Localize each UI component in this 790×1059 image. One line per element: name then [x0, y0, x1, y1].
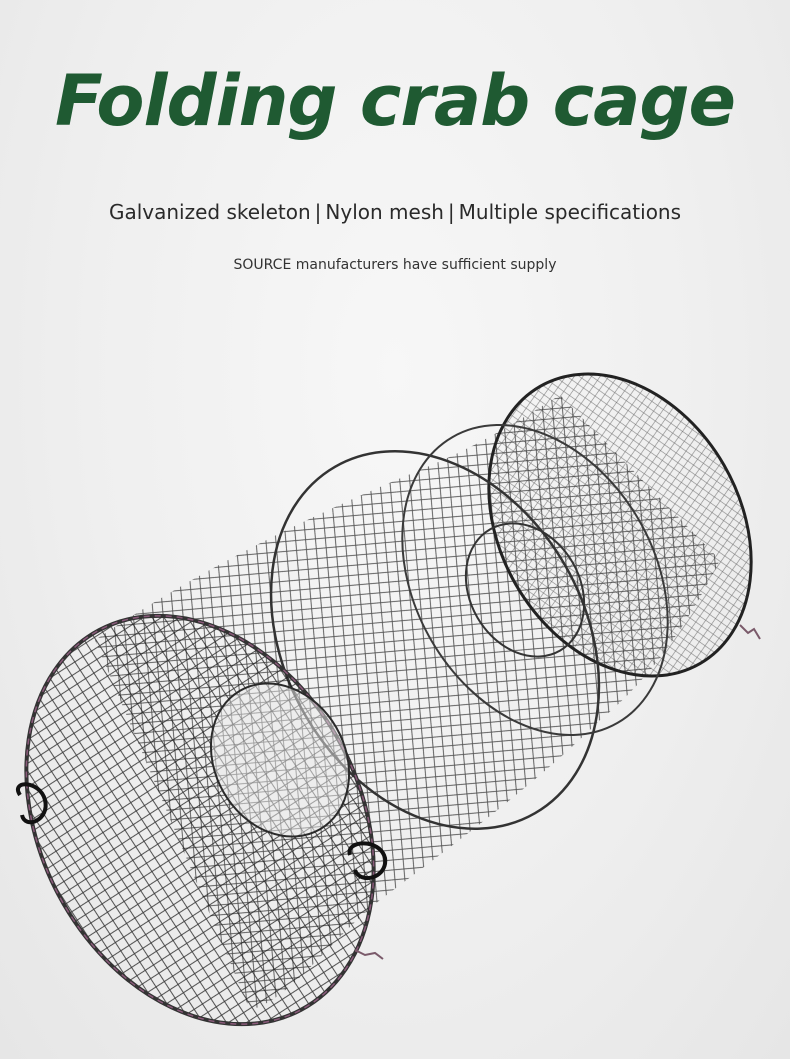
supply-tagline: SOURCE manufacturers have sufficient supply — [233, 257, 557, 273]
feature-galvanized-skeleton: Galvanized skeleton — [108, 200, 311, 224]
tie-end-right — [740, 625, 760, 639]
feature-multiple-specifications: Multiple specifications — [458, 200, 682, 224]
feature-line — [0, 200, 790, 224]
feature-separator: | — [314, 200, 322, 224]
crab-cage-image — [0, 340, 790, 1059]
page-title: Folding crab cage — [55, 60, 735, 142]
feature-separator: | — [447, 200, 455, 224]
tie-end-bottom — [355, 950, 383, 959]
feature-nylon-mesh: Nylon mesh — [325, 200, 444, 224]
